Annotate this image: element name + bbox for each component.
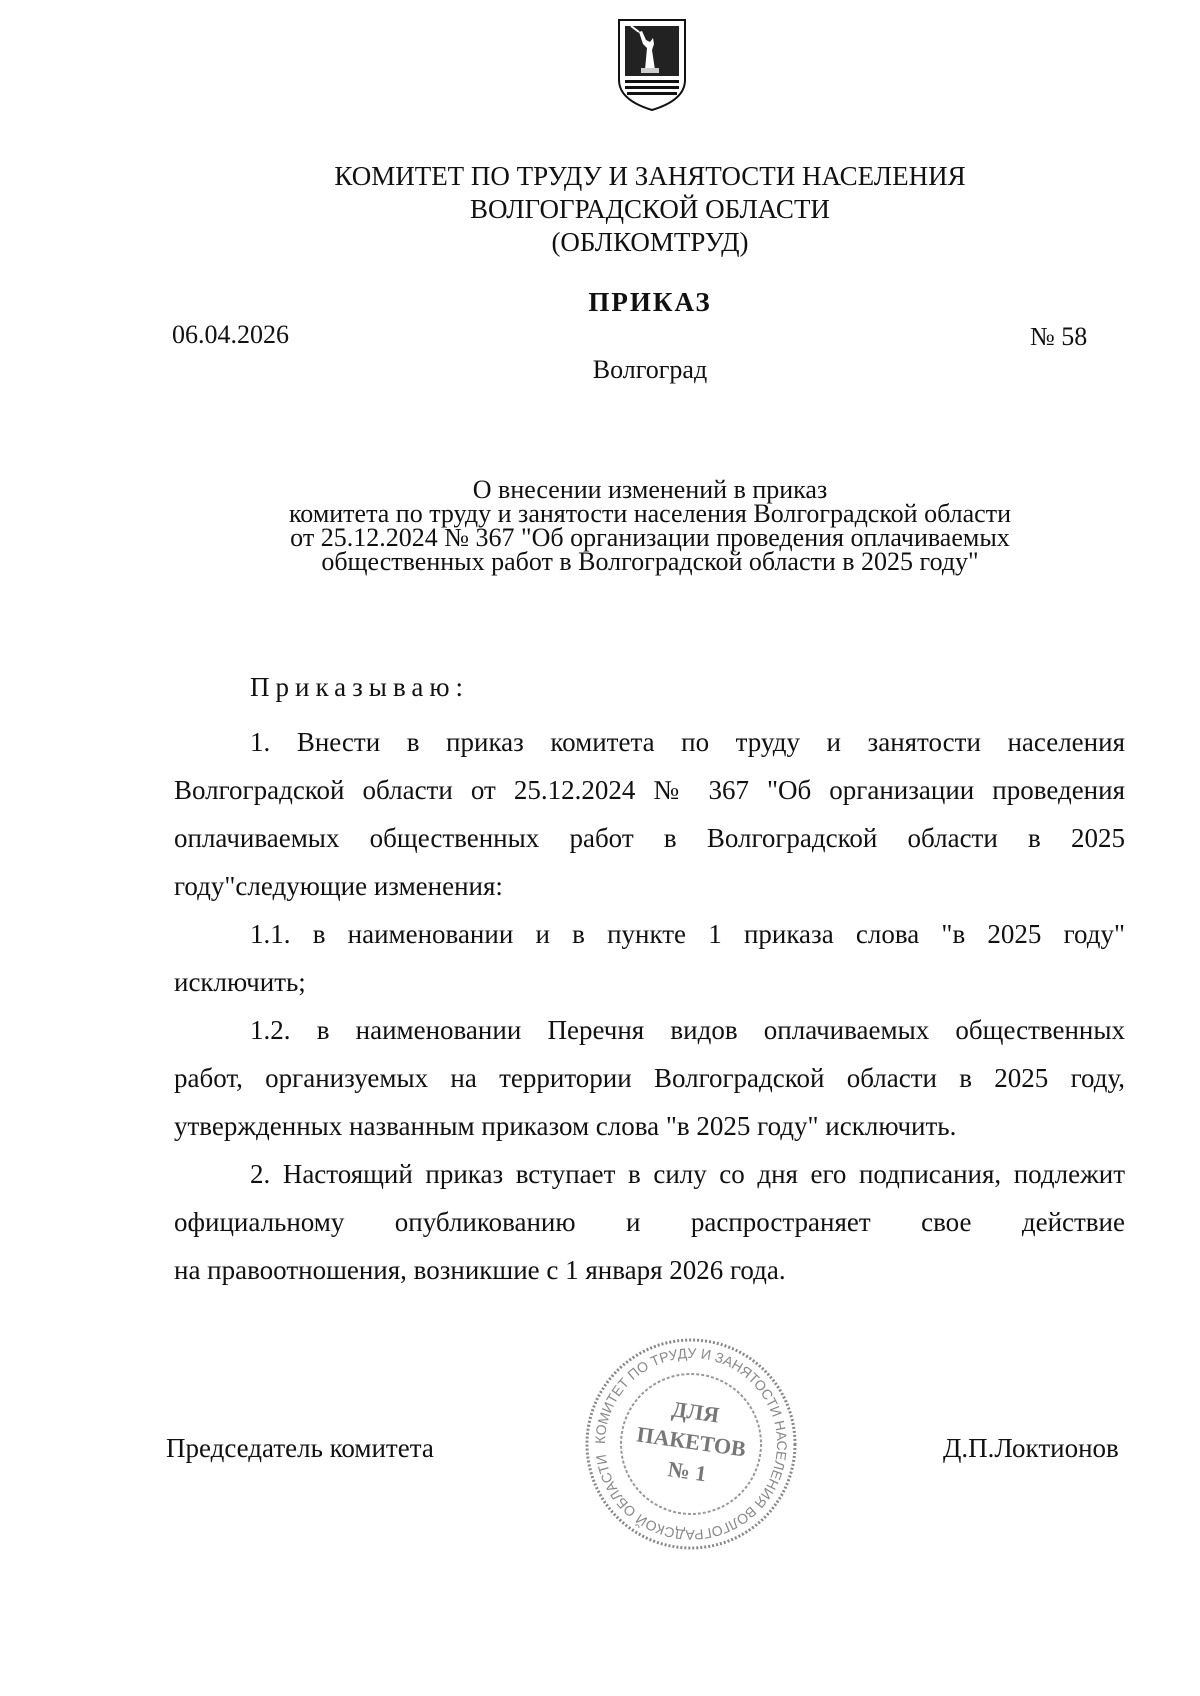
subject-line-4: общественных работ в Волгоградской области в 2025 году" [321, 547, 979, 576]
paragraph-line: Волгоградской области от 25.12.2024 № 367 "Об организации проведения [174, 775, 1125, 805]
paragraph-line: 2. Настоящий приказ вступает в силу со дня его подписания, подлежит [250, 1159, 1125, 1189]
official-stamp [580, 1333, 802, 1555]
paragraph-line: 1. Внести в приказ комитета по труду и занятости населения [250, 727, 1125, 757]
signer-position: Председатель комитета [166, 1433, 434, 1463]
org-name-line-1: КОМИТЕТ ПО ТРУДУ И ЗАНЯТОСТИ НАСЕЛЕНИЯ [334, 161, 966, 191]
document-number: № 58 [1030, 322, 1088, 351]
stamp-center-line-1: ДЛЯ [670, 1396, 721, 1428]
stamp-center-line-3: № 1 [666, 1456, 709, 1487]
paragraph-line: официальному опубликованию и распространяет свое действие [174, 1207, 1125, 1237]
org-name-line-2: ВОЛГОГРАДСКОЙ ОБЛАСТИ [470, 194, 830, 224]
paragraph-line: оплачиваемых общественных работ в Волгоградской области в 2025 [174, 823, 1125, 853]
paragraph-line: исключить; [174, 967, 306, 997]
subject-line-1: О внесении изменений в приказ [472, 475, 828, 504]
order-word: Приказываю: [250, 672, 469, 702]
stamp-center-line-2: ПАКЕТОВ [635, 1421, 748, 1462]
org-name-line-3: (ОБЛКОМТРУД) [551, 227, 749, 257]
paragraph-1-1 [174, 910, 1125, 1006]
document-type: ПРИКАЗ [588, 287, 712, 317]
volgograd-coat-of-arms-icon [617, 18, 687, 114]
signer-name: Д.П.Локтионов [943, 1433, 1119, 1463]
document-subject [0, 475, 1200, 576]
paragraph-line: 1.2. в наименовании Перечня видов оплачиваемых общественных [250, 1015, 1125, 1045]
document-city: Волгоград [592, 355, 708, 384]
paragraph-line: на правоотношения, возникшие с 1 января 2026 года. [174, 1255, 786, 1285]
paragraph-line: году"следующие изменения: [174, 871, 503, 901]
paragraph-1-2 [174, 1006, 1125, 1150]
stamp-ring-text: КОМИТЕТ ПО ТРУДУ И ЗАНЯТОСТИ НАСЕЛЕНИЯ ВОЛГОГРАДСКОЙ ОБЛАСТИ [591, 1344, 791, 1544]
paragraph-line: утвержденных названным приказом слова "в 2025 году" исключить. [174, 1111, 957, 1141]
paragraph-2 [174, 1150, 1125, 1294]
subject-line-3: от 25.12.2024 № 367 "Об организации проведения оплачиваемых [290, 523, 1010, 552]
document-date: 06.04.2026 [172, 320, 289, 349]
paragraph-line: работ, организуемых на территории Волгоградской области в 2025 году, [174, 1063, 1125, 1093]
subject-line-2: комитета по труду и занятости населения Волгоградской области [289, 499, 1011, 528]
paragraph-1 [174, 718, 1125, 910]
organization-header [0, 160, 1200, 259]
paragraph-line: 1.1. в наименовании и в пункте 1 приказа слова "в 2025 году" [250, 919, 1125, 949]
